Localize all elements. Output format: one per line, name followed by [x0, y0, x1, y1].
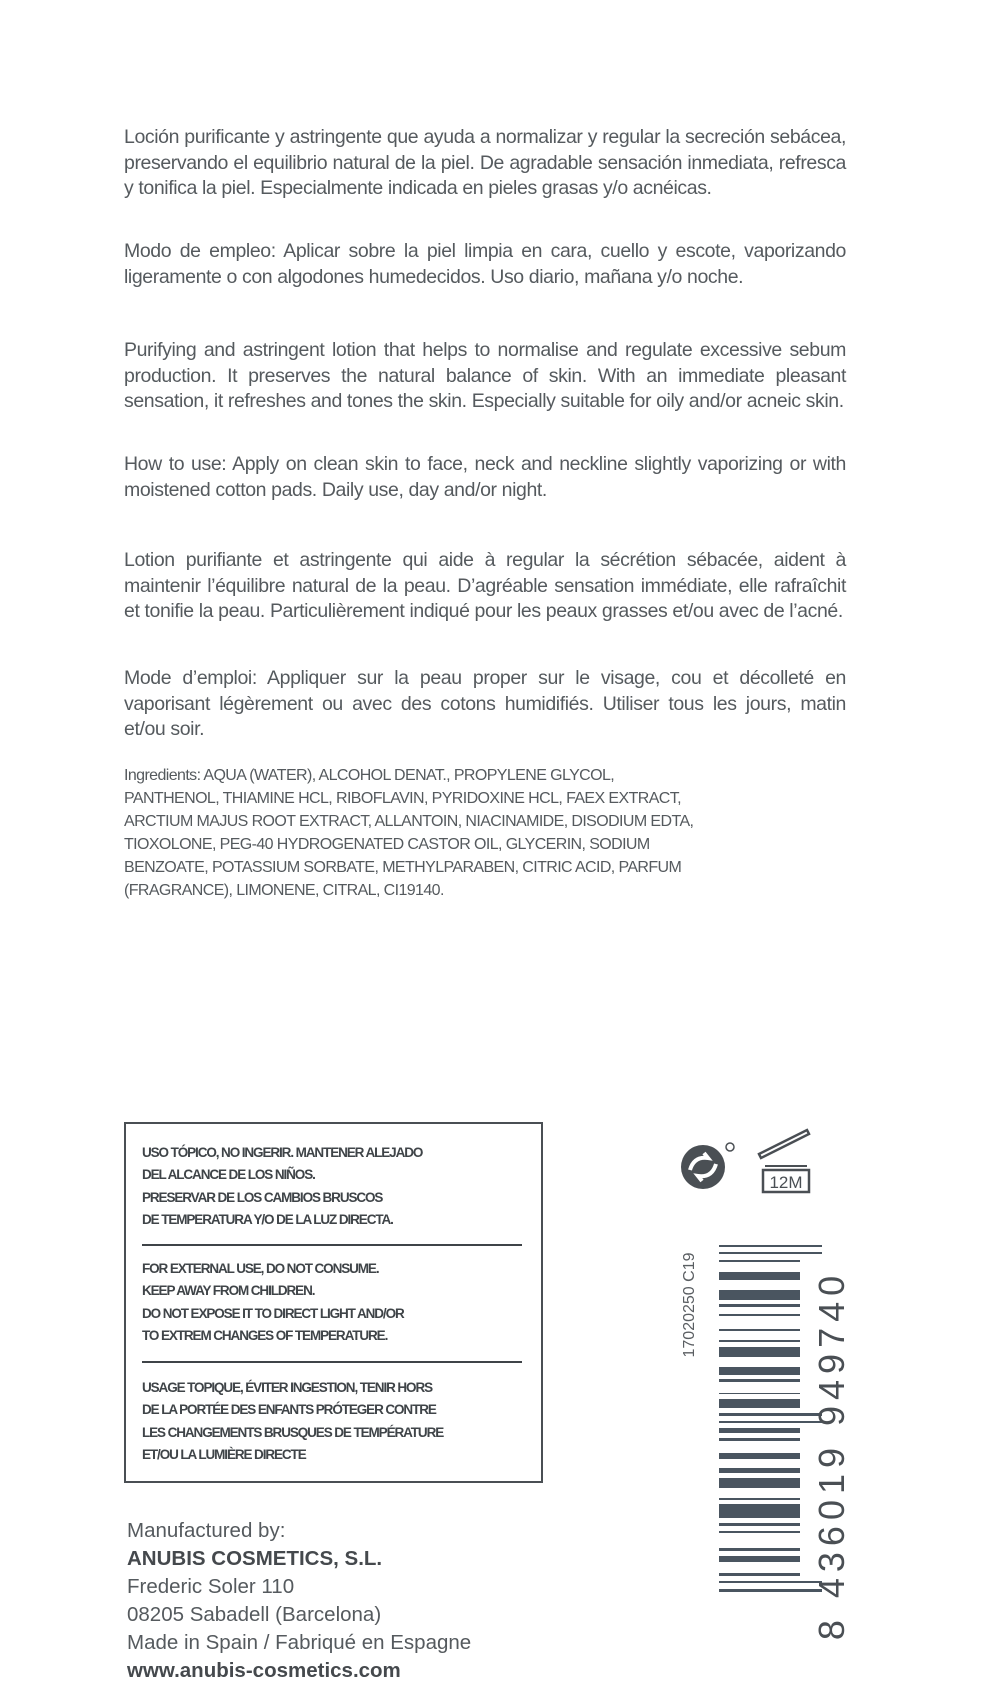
warning-en	[142, 1258, 404, 1347]
ingredients-list	[124, 764, 864, 902]
barcode-bar	[719, 1531, 800, 1533]
barcode-bar	[719, 1367, 800, 1375]
barcode-bar	[719, 1548, 800, 1550]
barcode-bar	[719, 1556, 800, 1562]
warning-line: DE LA PORTÉE DES ENFANTS PRÓTEGER CONTRE	[142, 1402, 436, 1418]
open-jar-icon	[755, 1124, 817, 1194]
manufacturer-origin: Made in Spain / Fabriqué en Espagne	[127, 1631, 472, 1654]
ingredients-line: TIOXOLONE, PEG-40 HYDROGENATED CASTOR OIL, GLYCERIN, SODIUM	[124, 836, 650, 853]
barcode-bar	[719, 1399, 800, 1408]
warning-line: KEEP AWAY FROM CHILDREN.	[142, 1283, 315, 1299]
ingredients-line: Ingredients: AQUA (WATER), ALCOHOL DENAT., PROPYLENE GLYCOL,	[124, 767, 615, 784]
barcode-bar	[719, 1260, 800, 1262]
barcode-bar	[719, 1329, 800, 1331]
warning-fr	[142, 1377, 443, 1466]
barcode-bar	[719, 1379, 800, 1381]
usage-fr: Mode d’emploi: Appliquer sur la peau proper sur le visage, cou et décolleté en vaporisant légèrement ou avec des cotons humidifiés. Utiliser tous les jours, matin et/ou soir.	[124, 667, 846, 740]
pao-label: 12M	[769, 1173, 803, 1192]
usage-en: How to use: Apply on clean skin to face, neck and neckline slightly vaporizing or with moistened cotton pads. Daily use, day and/or night.	[124, 453, 846, 501]
barcode-bar	[719, 1504, 800, 1518]
barcode-bar	[719, 1272, 800, 1280]
barcode-bar	[719, 1523, 800, 1526]
barcode-bar	[719, 1290, 800, 1300]
warning-line: USO TÓPICO, NO INGERIR. MANTENER ALEJADO	[142, 1145, 423, 1160]
barcode-bar	[719, 1438, 800, 1440]
manufacturer-city: 08205 Sabadell (Barcelona)	[127, 1603, 382, 1626]
warning-line: ET/OU LA LUMIÈRE DIRECTE	[142, 1446, 306, 1462]
warning-line: USAGE TOPIQUE, ÉVITER INGESTION, TENIR HORS	[142, 1380, 432, 1395]
barcode-bar	[719, 1468, 800, 1473]
description-fr: Lotion purifiante et astringente qui aide à regular la sécrétion sébacée, aident à maintenir l’équilibre natural de la peau. D’agréable sensation immédiate, elle rafraîchit et tonifie la peau. Particulièrement indiqué pour les peaux grasses et/ou avec de l’acné.	[124, 549, 846, 622]
manufacturer-label: Manufactured by:	[127, 1519, 286, 1542]
warning-line: DO NOT EXPOSE IT TO DIRECT LIGHT AND/OR	[142, 1305, 404, 1321]
warning-line: DE TEMPERATURA Y/O DE LA LUZ DIRECTA.	[142, 1211, 393, 1227]
barcode-bar	[719, 1573, 800, 1575]
barcode-bar	[719, 1393, 800, 1395]
warning-line: LES CHANGEMENTS BRUSQUES DE TEMPÉRATURE	[142, 1424, 444, 1440]
description-es: Loción purificante y astringente que ayuda a normalizar y regular la secreción sebácea, preservando el equilibrio natural de la piel. De agradable sensación inmediata, refresca y tonifica la piel. Especialmente indicada en pieles grasas y/o acnéicas.	[124, 126, 846, 199]
warning-es	[142, 1142, 422, 1231]
barcode-number: 8 436019 949740	[811, 1269, 852, 1641]
batch-number: 17020250 C19	[681, 1252, 698, 1358]
green-dot-icon	[678, 1140, 740, 1190]
barcode-bar	[719, 1347, 800, 1358]
manufacturer-info	[127, 1517, 471, 1685]
manufacturer-street: Frederic Soler 110	[127, 1575, 295, 1598]
ingredients-line: BENZOATE, POTASSIUM SORBATE, METHYLPARABEN, CITRIC ACID, PARFUM	[124, 859, 682, 876]
manufacturer-website: www.anubis-cosmetics.com	[127, 1659, 401, 1682]
barcode-bar	[719, 1428, 800, 1432]
description-en: Purifying and astringent lotion that helps to normalise and regulate excessive sebum production. It preserves the natural balance of skin. With an immediate pleasant sensation, it refreshes and tones the skin. Especially suitable for oily and/or acneic skin.	[124, 339, 846, 412]
warning-line: TO EXTREM CHANGES OF TEMPERATURE.	[142, 1327, 388, 1343]
barcode-bar	[719, 1581, 822, 1583]
manufacturer-name: ANUBIS COSMETICS, S.L.	[127, 1547, 383, 1570]
warning-box	[124, 1122, 543, 1483]
divider	[142, 1361, 522, 1363]
ingredients-line: (FRAGRANCE), LIMONENE, CITRAL, CI19140.	[124, 882, 444, 899]
barcode-bar	[719, 1304, 800, 1306]
barcode-bar	[719, 1589, 822, 1592]
barcode-bar	[719, 1340, 800, 1342]
barcode-bar	[719, 1421, 822, 1423]
barcode-bar	[719, 1453, 800, 1460]
barcode-bar	[719, 1498, 800, 1500]
warning-line: PRESERVAR DE LOS CAMBIOS BRUSCOS	[142, 1189, 383, 1205]
barcode-bar	[719, 1413, 822, 1416]
barcode-bar	[719, 1252, 822, 1254]
barcode-bar	[719, 1245, 822, 1247]
divider	[142, 1244, 522, 1246]
ingredients-line: PANTHENOL, THIAMINE HCL, RIBOFLAVIN, PYRIDOXINE HCL, FAEX EXTRACT,	[124, 790, 681, 807]
ingredients-line: ARCTIUM MAJUS ROOT EXTRACT, ALLANTOIN, NIACINAMIDE, DISODIUM EDTA,	[124, 813, 694, 830]
warning-line: FOR EXTERNAL USE, DO NOT CONSUME.	[142, 1261, 379, 1276]
barcode-bar	[719, 1478, 800, 1489]
barcode-bar	[719, 1314, 800, 1316]
warning-line: DEL ALCANCE DE LOS NIÑOS.	[142, 1167, 315, 1183]
usage-es: Modo de empleo: Aplicar sobre la piel limpia en cara, cuello y escote, vaporizando ligeramente o con algodones humedecidos. Uso diario, mañana y/o noche.	[124, 240, 846, 288]
